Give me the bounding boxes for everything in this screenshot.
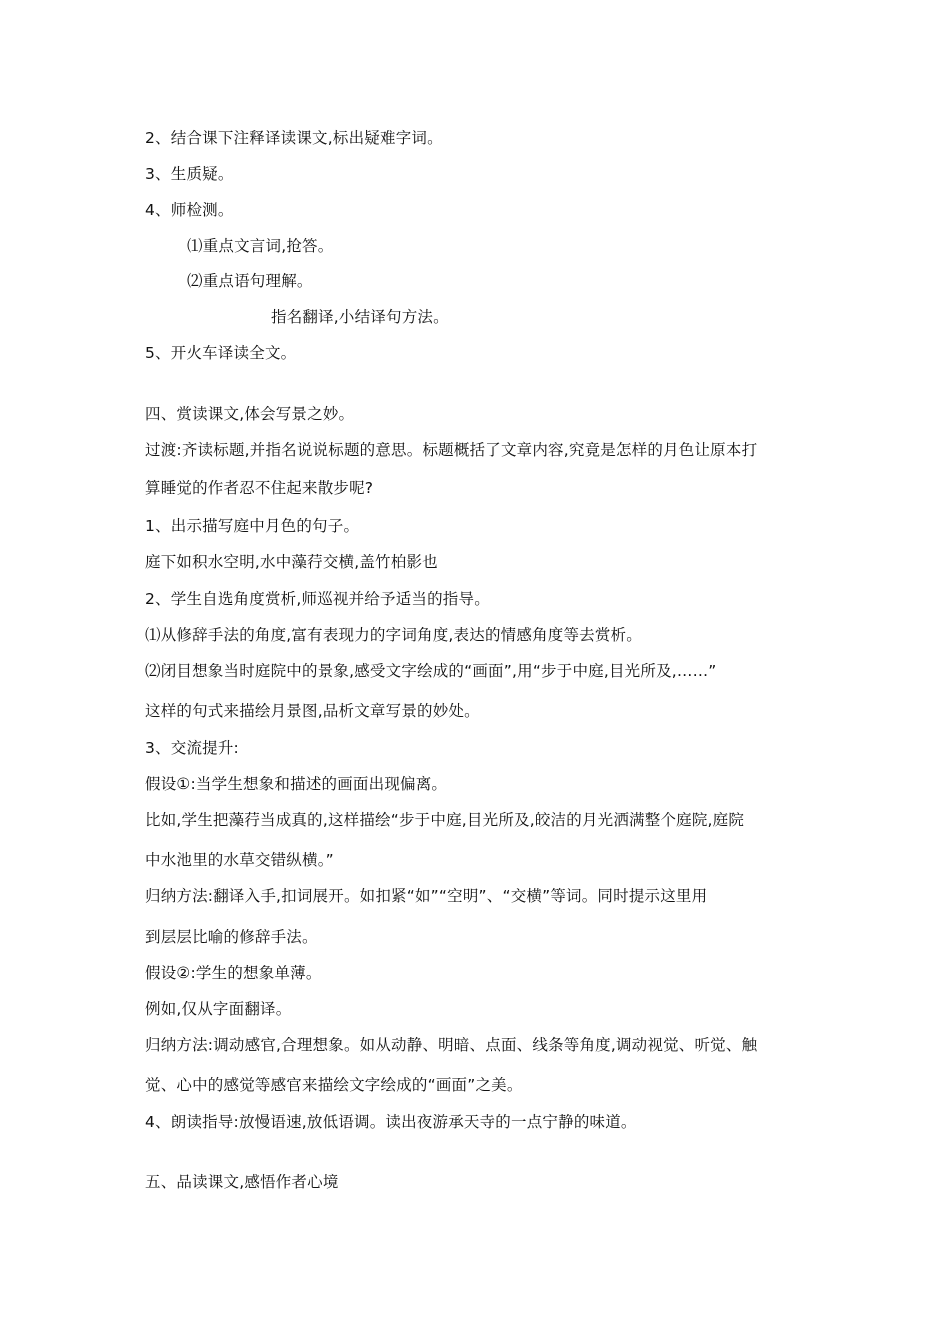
text-line-method-2a: 归纳方法:调动感官,合理想象。如从动静、明暗、点面、线条等角度,调动视觉、听觉、触 [145, 1036, 758, 1054]
text-line-step-3: 3、生质疑。 [145, 165, 234, 183]
text-line-step-2: 2、结合课下注释译读课文,标出疑难字词。 [145, 129, 443, 147]
text-line-moon-step-3: 3、交流提升: [145, 739, 239, 757]
text-line-transition-2: 算睡觉的作者忍不住起来散步呢? [145, 479, 374, 497]
text-line-moon-step-4: 4、朗读指导:放慢语速,放低语调。读出夜游承天寺的一点宁静的味道。 [145, 1113, 637, 1131]
text-line-example-1a: 比如,学生把藻荇当成真的,这样描绘“步于中庭,目光所及,皎洁的月光洒满整个庭院,庭院 [145, 811, 745, 829]
text-line-step-4: 4、师检测。 [145, 201, 234, 219]
text-line-method-1b: 到层层比喻的修辞手法。 [145, 928, 318, 946]
text-line-moon-step-1: 1、出示描写庭中月色的句子。 [145, 517, 360, 535]
text-line-angle-2a: ⑵闭目想象当时庭院中的景象,感受文字绘成的“画面”,用“步于中庭,目光所及,……” [145, 662, 717, 680]
text-line-quote: 庭下如积水空明,水中藻荇交横,盖竹柏影也 [145, 553, 438, 571]
text-line-angle-1: ⑴从修辞手法的角度,富有表现力的字词角度,表达的情感角度等去赏析。 [145, 626, 642, 644]
section-heading-4: 四、赏读课文,体会写景之妙。 [145, 405, 355, 423]
text-line-sub-1: ⑴重点文言词,抢答。 [187, 237, 334, 255]
text-line-example-2: 例如,仅从字面翻译。 [145, 1000, 292, 1018]
text-line-moon-step-2: 2、学生自选角度赏析,师巡视并给予适当的指导。 [145, 590, 490, 608]
text-line-translation-note: 指名翻译,小结译句方法。 [271, 308, 449, 326]
text-line-method-2b: 觉、心中的感觉等感官来描绘文字绘成的“画面”之美。 [145, 1076, 523, 1094]
text-line-angle-2b: 这样的句式来描绘月景图,品析文章写景的妙处。 [145, 702, 480, 720]
text-line-hypothesis-1: 假设①:当学生想象和描述的画面出现偏离。 [145, 775, 448, 793]
section-heading-5: 五、品读课文,感悟作者心境 [145, 1173, 339, 1191]
text-line-method-1a: 归纳方法:翻译入手,扣词展开。如扣紧“如”“空明”、“交横”等词。同时提示这里用 [145, 887, 708, 905]
text-line-sub-2: ⑵重点语句理解。 [187, 272, 313, 290]
text-line-hypothesis-2: 假设②:学生的想象单薄。 [145, 964, 322, 982]
text-line-example-1b: 中水池里的水草交错纵横。” [145, 851, 334, 869]
text-line-transition-1: 过渡:齐读标题,并指名说说标题的意思。标题概括了文章内容,究竟是怎样的月色让原本打 [145, 441, 758, 459]
text-line-step-5: 5、开火车译读全文。 [145, 344, 297, 362]
